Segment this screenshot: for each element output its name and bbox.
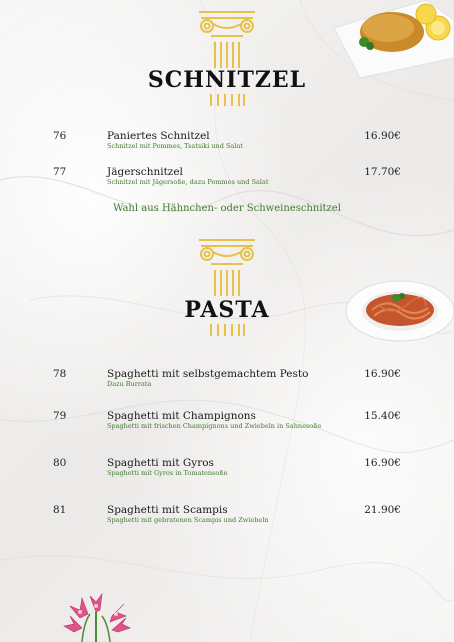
item-number: 80 bbox=[53, 457, 67, 469]
item-name: Spaghetti mit selbstgemachtem Pesto bbox=[107, 368, 309, 380]
item-price: 15.40€ bbox=[364, 410, 401, 422]
item-description: Schnitzel mit Pommes, Tsatsiki und Salat bbox=[107, 142, 243, 150]
item-price: 21.90€ bbox=[364, 504, 401, 516]
item-description: Spaghetti mit frischen Champignons und Zwiebeln in Sahnesoße bbox=[107, 422, 322, 430]
column-base-icon bbox=[208, 94, 246, 106]
item-price: 16.90€ bbox=[364, 368, 401, 380]
item-name: Spaghetti mit Champignons bbox=[107, 410, 256, 422]
item-name: Paniertes Schnitzel bbox=[107, 130, 210, 142]
item-description: Schnitzel mit Jägersoße, dazu Pommes und Salat bbox=[107, 178, 269, 186]
item-description: Dazu Burrata bbox=[107, 380, 152, 388]
menu-item bbox=[0, 166, 454, 190]
item-number: 81 bbox=[53, 504, 67, 516]
schnitzel-choice-note: Wahl aus Hähnchen- oder Schweineschnitzel bbox=[113, 203, 341, 214]
menu-item bbox=[0, 130, 454, 154]
item-name: Jägerschnitzel bbox=[107, 166, 183, 178]
item-number: 78 bbox=[53, 368, 67, 380]
section-title-schnitzel: SCHNITZEL bbox=[147, 67, 307, 93]
lily-flower-icon bbox=[60, 582, 134, 642]
section-title-pasta: PASTA bbox=[184, 297, 270, 323]
item-number: 76 bbox=[53, 130, 67, 142]
schnitzel-plate-icon bbox=[330, 0, 454, 80]
item-description: Spaghetti mit Gyros in Tomatensoße bbox=[107, 469, 228, 477]
column-base-icon bbox=[208, 324, 246, 336]
item-number: 79 bbox=[53, 410, 67, 422]
item-name: Spaghetti mit Gyros bbox=[107, 457, 214, 469]
item-price: 16.90€ bbox=[364, 457, 401, 469]
item-description: Spaghetti mit gebratenen Scampis und Zwiebeln bbox=[107, 516, 269, 524]
menu-item bbox=[0, 457, 454, 481]
item-price: 16.90€ bbox=[364, 130, 401, 142]
pasta-plate-icon bbox=[342, 278, 454, 344]
item-price: 17.70€ bbox=[364, 166, 401, 178]
item-name: Spaghetti mit Scampis bbox=[107, 504, 228, 516]
menu-item bbox=[0, 368, 454, 392]
menu-item bbox=[0, 410, 454, 434]
ionic-column-icon bbox=[195, 8, 259, 70]
menu-item bbox=[0, 504, 454, 528]
ionic-column-icon bbox=[195, 236, 259, 298]
item-number: 77 bbox=[53, 166, 67, 178]
